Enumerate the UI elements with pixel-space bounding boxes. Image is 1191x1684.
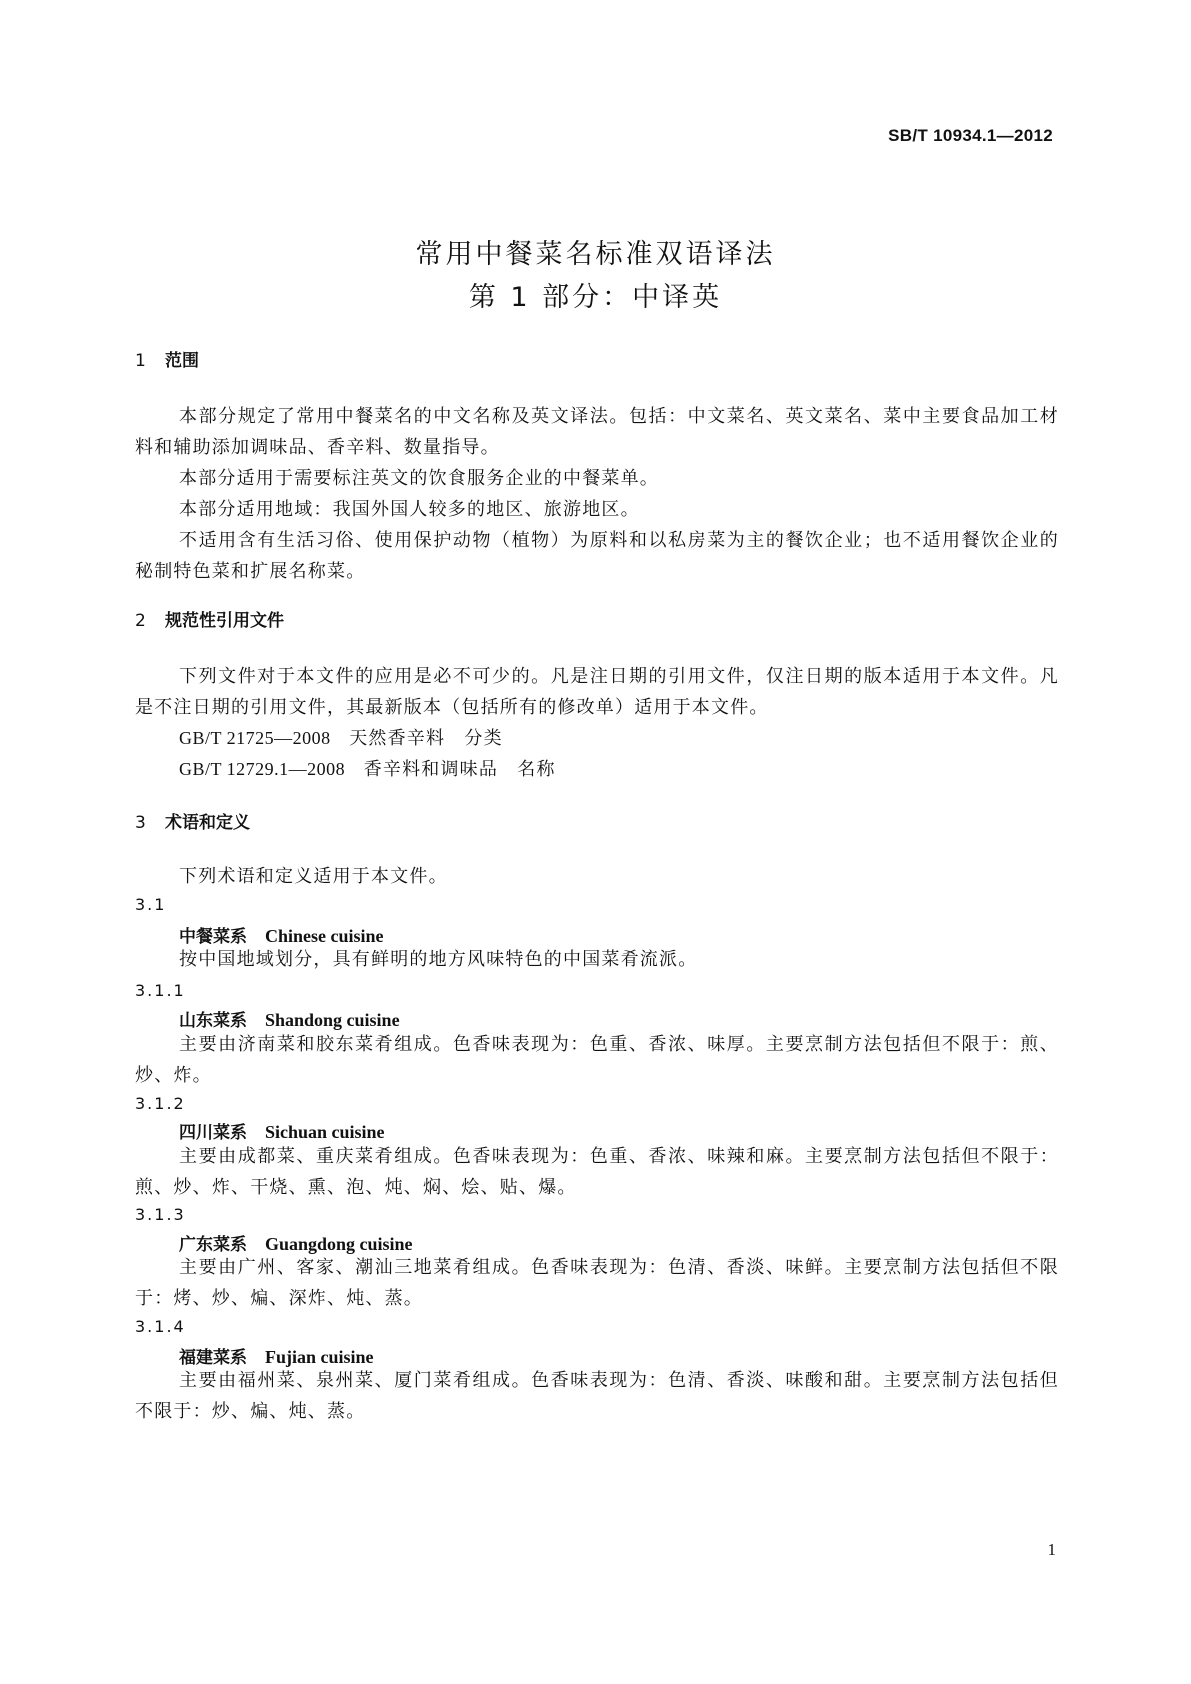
term-number: 3.1	[135, 895, 167, 914]
section-title: 规范性引用文件	[165, 611, 284, 631]
term-zh: 福建菜系	[179, 1348, 247, 1368]
paragraph: 本部分适用地域：我国外国人较多的地区、旅游地区。	[179, 499, 640, 520]
term-zh: 广东菜系	[179, 1235, 247, 1255]
reference-code: GB/T 12729.1—2008	[179, 759, 346, 779]
reference-item	[179, 724, 503, 750]
term-number: 3.1.3	[135, 1205, 186, 1224]
page-number: 1	[1047, 1540, 1056, 1559]
section-number: 2	[135, 611, 146, 631]
paragraph: 下列文件对于本文件的应用是必不可少的。凡是注日期的引用文件，仅注日期的版本适用于本文件。凡是不注日期的引用文件，其最新版本（包括所有的修改单）适用于本文件。	[135, 666, 1059, 718]
paragraph: 不适用含有生活习俗、使用保护动物（植物）为原料和以私房菜为主的餐饮企业；也不适用餐饮企业的秘制特色菜和扩展名称菜。	[135, 530, 1059, 582]
paragraph: 本部分适用于需要标注英文的饮食服务企业的中餐菜单。	[179, 468, 659, 489]
term-en: Fujian cuisine	[265, 1347, 374, 1367]
document-title: 常用中餐菜名标准双语译法	[415, 239, 776, 270]
document-subtitle: 第 1 部分：中译英	[468, 282, 723, 313]
section-heading-scope	[135, 346, 199, 371]
term-definition: 按中国地域划分，具有鲜明的地方风味特色的中国菜肴流派。	[179, 949, 698, 970]
term-number: 3.1.4	[135, 1317, 186, 1336]
term-en: Shandong cuisine	[265, 1010, 400, 1030]
section-title: 术语和定义	[165, 813, 250, 833]
paragraph: 下列术语和定义适用于本文件。	[179, 866, 448, 887]
reference-title: 香辛料和调味品 名称	[363, 759, 556, 780]
term-definition: 主要由济南菜和胶东菜肴组成。色香味表现为：色重、香浓、味厚。主要烹制方法包括但不限于：煎、炒、炸。	[135, 1034, 1059, 1086]
reference-title: 天然香辛料 分类	[349, 728, 503, 749]
term-number: 3.1.2	[135, 1094, 186, 1113]
term-en: Sichuan cuisine	[265, 1122, 385, 1142]
term-zh: 四川菜系	[179, 1123, 247, 1143]
term-zh: 中餐菜系	[179, 927, 247, 947]
reference-item	[179, 755, 556, 781]
term-heading	[179, 1118, 385, 1143]
term-definition: 主要由福州菜、泉州菜、厦门菜肴组成。色香味表现为：色清、香淡、味酸和甜。主要烹制方法包括但不限于：炒、煸、炖、蒸。	[135, 1370, 1059, 1422]
reference-code: GB/T 21725—2008	[179, 728, 331, 748]
term-number: 3.1.1	[135, 981, 186, 1000]
term-zh: 山东菜系	[179, 1011, 247, 1031]
term-en: Guangdong cuisine	[265, 1234, 413, 1254]
term-en: Chinese cuisine	[265, 926, 384, 946]
term-definition: 主要由成都菜、重庆菜肴组成。色香味表现为：色重、香浓、味辣和麻。主要烹制方法包括但不限于：煎、炒、炸、干烧、熏、泡、炖、焖、烩、贴、爆。	[135, 1146, 1059, 1198]
section-number: 3	[135, 813, 146, 833]
section-title: 范围	[165, 351, 199, 371]
standard-code: SB/T 10934.1—2012	[888, 126, 1053, 145]
term-heading	[179, 1006, 400, 1031]
section-heading-terms	[135, 808, 250, 833]
section-number: 1	[135, 351, 146, 371]
section-heading-normative-references	[135, 606, 284, 631]
term-definition: 主要由广州、客家、潮汕三地菜肴组成。色香味表现为：色清、香淡、味鲜。主要烹制方法包括但不限于：烤、炒、煸、深炸、炖、蒸。	[135, 1257, 1059, 1309]
paragraph: 本部分规定了常用中餐菜名的中文名称及英文译法。包括：中文菜名、英文菜名、菜中主要食品加工材料和辅助添加调味品、香辛料、数量指导。	[135, 406, 1059, 458]
